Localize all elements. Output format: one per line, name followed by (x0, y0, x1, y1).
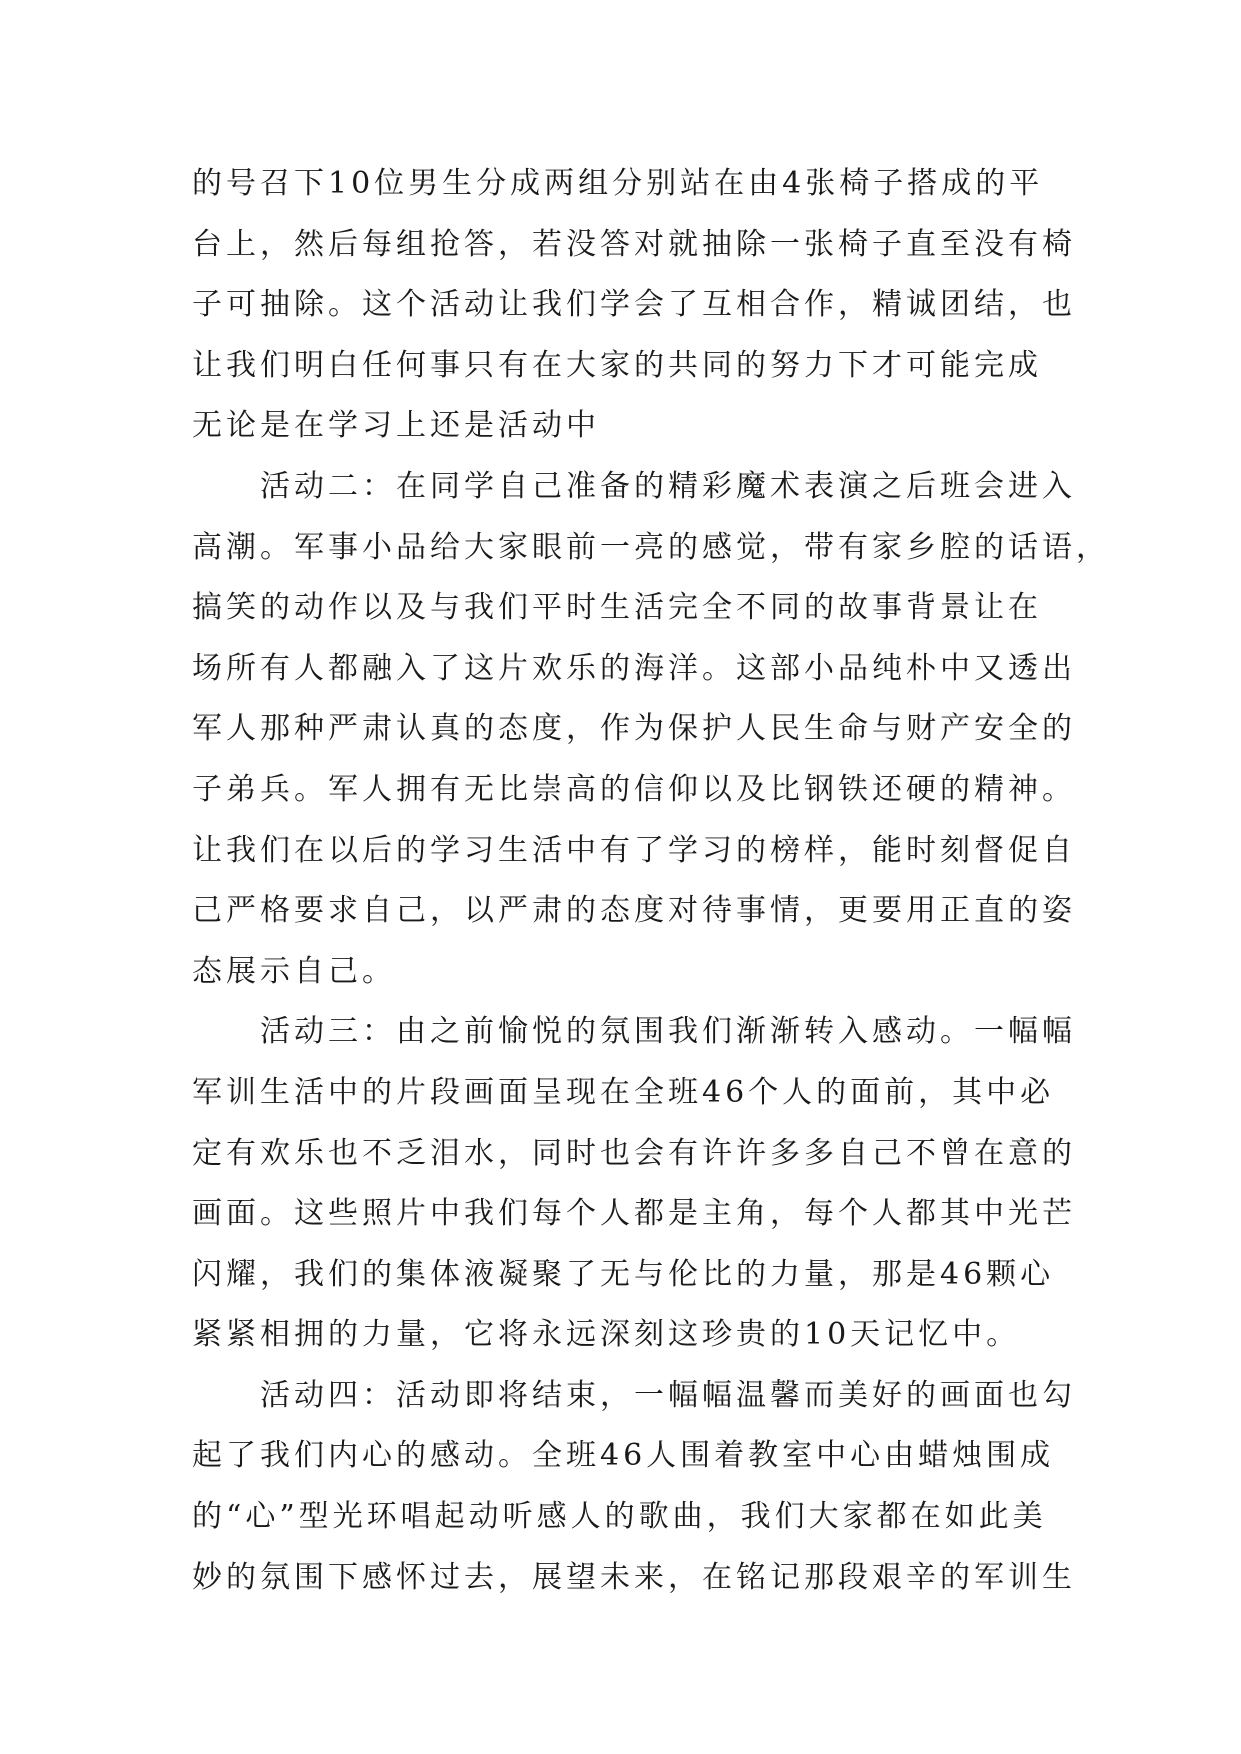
text-line: 起了我们内心的感动。全班46人围着教室中心由蜡烛围成 (192, 1438, 1055, 1474)
text-line: 的“心”型光环唱起动听感人的歌曲，我们大家都在如此美 (192, 1499, 1047, 1535)
text-line: 搞笑的动作以及与我们平时生活完全不同的故事背景让在 (192, 590, 1042, 626)
text-line: 高潮。军事小品给大家眼前一亮的感觉，带有家乡腔的话语， (192, 529, 1110, 565)
paragraph-activity-2 (192, 457, 1110, 1002)
paragraph-1 (192, 154, 1076, 457)
text-line: 让我们在以后的学习生活中有了学习的榜样，能时刻督促自 (192, 832, 1076, 868)
text-line: 闪耀，我们的集体液凝聚了无与伦比的力量，那是46颗心 (192, 1256, 1055, 1292)
text-line: 军人那种严肃认真的态度，作为保护人民生命与财产安全的 (192, 711, 1076, 747)
text-line: 军训生活中的片段画面呈现在全班46个人的面前，其中必 (192, 1074, 1055, 1110)
text-line: 态展示自己。 (192, 953, 396, 989)
document-body (192, 154, 1110, 1608)
text-line: 妙的氛围下感怀过去，展望未来，在铭记那段艰辛的军训生 (192, 1559, 1076, 1595)
text-line: 活动三：由之前愉悦的氛围我们渐渐转入感动。一幅幅 (192, 1014, 1076, 1050)
text-line: 让我们明白任何事只有在大家的共同的努力下才可能完成 (192, 347, 1042, 383)
text-line: 定有欢乐也不乏泪水，同时也会有许许多多自己不曾在意的 (192, 1135, 1076, 1171)
paragraph-activity-3 (192, 1002, 1076, 1366)
text-line: 己严格要求自己，以严肃的态度对待事情，更要用正直的姿 (192, 893, 1076, 929)
text-line: 活动二：在同学自己准备的精彩魔术表演之后班会进入 (192, 468, 1076, 504)
text-line: 台上，然后每组抢答，若没答对就抽除一张椅子直至没有椅 (192, 226, 1076, 262)
text-line: 子可抽除。这个活动让我们学会了互相合作，精诚团结，也 (192, 287, 1076, 323)
text-line: 无论是在学习上还是活动中 (192, 408, 600, 444)
text-line: 画面。这些照片中我们每个人都是主角，每个人都其中光芒 (192, 1196, 1076, 1232)
text-line: 场所有人都融入了这片欢乐的海洋。这部小品纯朴中又透出 (192, 650, 1076, 686)
text-line: 子弟兵。军人拥有无比崇高的信仰以及比钢铁还硬的精神。 (192, 771, 1076, 807)
paragraph-activity-4 (192, 1366, 1076, 1608)
text-line: 的号召下10位男生分成两组分别站在由4张椅子搭成的平 (192, 166, 1044, 201)
text-line: 活动四：活动即将结束，一幅幅温馨而美好的画面也勾 (192, 1377, 1076, 1413)
text-line: 紧紧相拥的力量，它将永远深刻这珍贵的10天记忆中。 (192, 1317, 1021, 1353)
